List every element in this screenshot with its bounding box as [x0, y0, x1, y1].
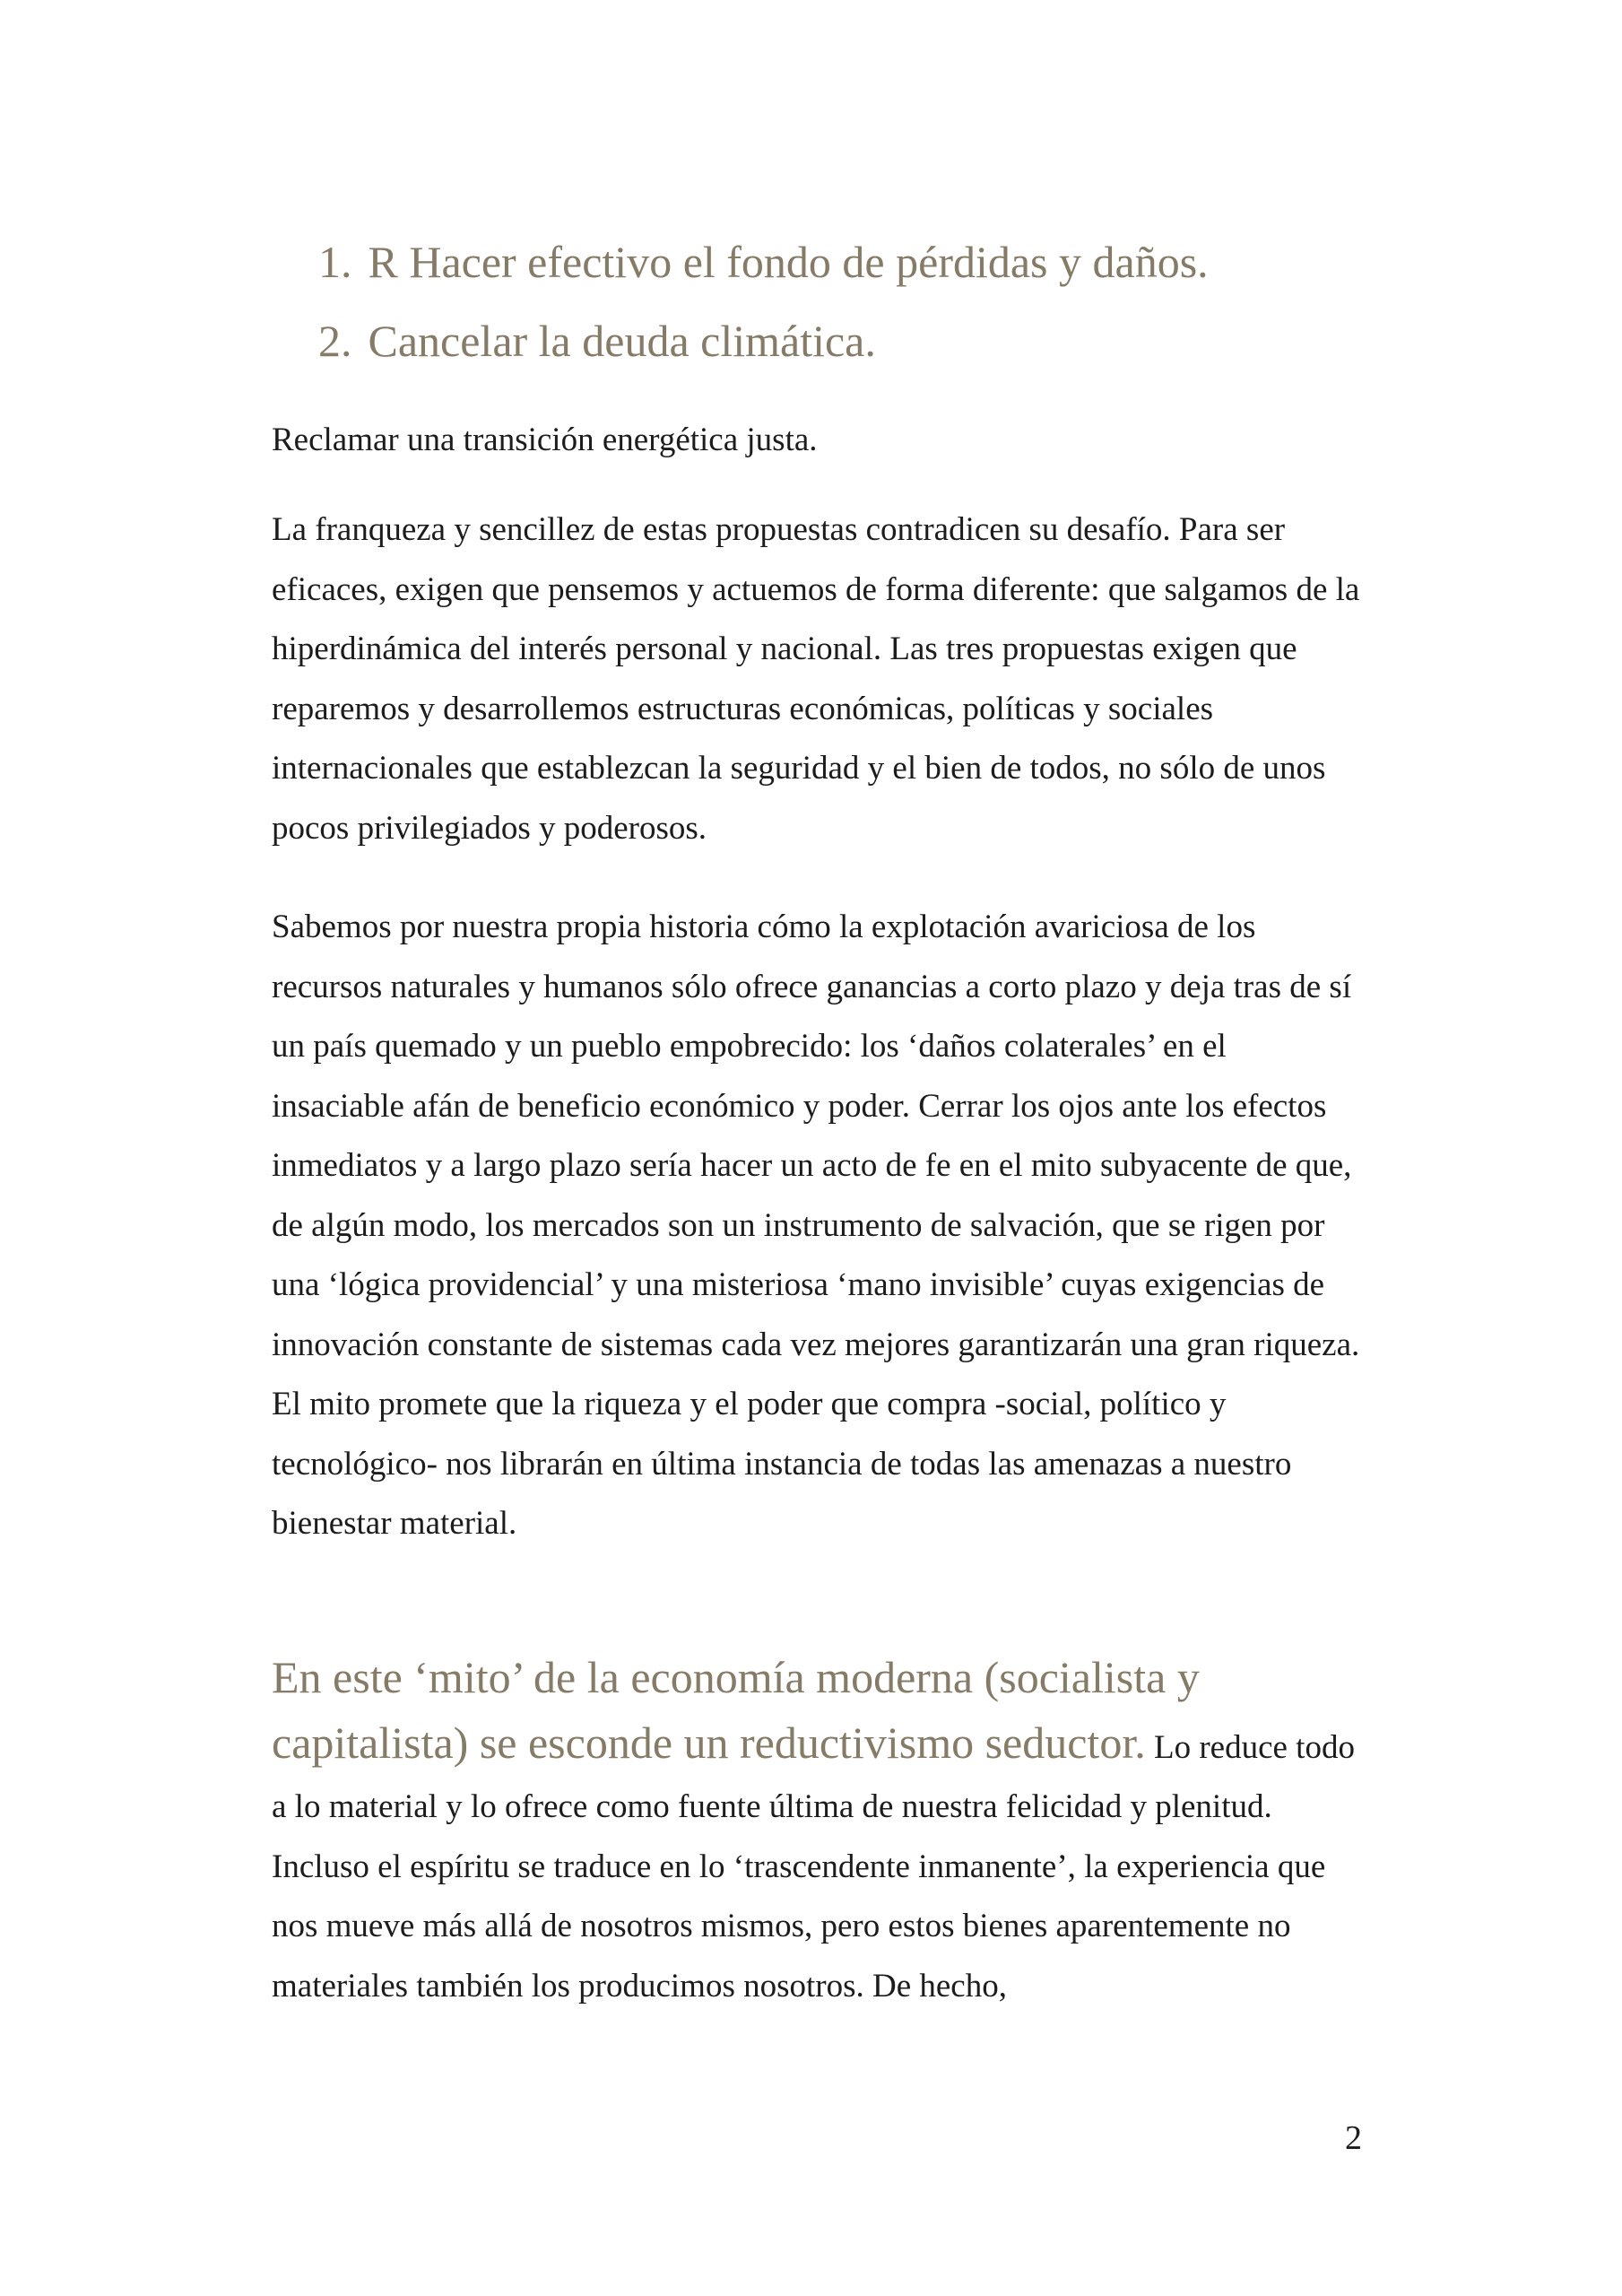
list-item-number: 1. — [318, 237, 352, 287]
numbered-list — [318, 222, 1209, 380]
list-item-text: R Hacer efectivo el fondo de pérdidas y daños. — [368, 237, 1209, 287]
paragraph-mito — [272, 1648, 1366, 2016]
paragraph-franqueza: La franqueza y sencillez de estas propuestas contradicen su desafío. Para ser eficaces, exigen que pensemos y actuemos de forma diferente: que salgamos de la hiperdinámica del interés personal y nacional. Las tres propuestas exigen que reparemos y desarrollemos estructuras económicas, políticas y sociales internacionales que establezcan la seguridad y el bien de todos, no sólo de unos pocos privilegiados y poderosos. — [272, 511, 1360, 847]
paragraph-reclamar: Reclamar una transición energética justa. — [272, 422, 818, 458]
list-item-text: Cancelar la deuda climática. — [368, 316, 876, 366]
paragraph-sabemos: Sabemos por nuestra propia historia cómo la explotación avariciosa de los recursos naturales y humanos sólo ofrece ganancias a corto plazo y deja tras de sí un país quemado y un pueblo empobrecido: los ‘daños colaterales’ en el insaciable afán de beneficio económico y poder. Cerrar los ojos ante los efectos inmediatos y a largo plazo sería hacer un acto de fe en el mito subyacente de que, de algún modo, los mercados son un instrumento de salvación, que se rigen por una ‘lógica providencial’ y una misteriosa ‘mano invisible’ cuyas exigencias de innovación constante de sistemas cada vez mejores garantizarán una gran riqueza. El mito promete que la riqueza y el poder que compra -social, político y tecnológico- nos librarán en última instancia de todas las amenazas a nuestro bienestar material. — [272, 909, 1360, 1542]
highlighted-lead-sentence: En este ‘mito’ de la economía moderna (socialista y capitalista) se esconde un reductivismo seductor. — [272, 1652, 1200, 1768]
list-item — [318, 222, 1209, 301]
list-item — [318, 301, 1209, 380]
page-number: 2 — [1345, 2119, 1362, 2157]
paragraph-mito-continuation: Lo reduce todo a lo material y lo ofrece como fuente última de nuestra felicidad y plenitud. Incluso el espíritu se traduce en lo ‘trascendente inmanente’, la experiencia que nos mueve más allá de nosotros mismos, pero estos bienes aparentemente no materiales también los producimos nosotros. De hecho, — [272, 1728, 1355, 2005]
list-item-number: 2. — [318, 316, 352, 366]
